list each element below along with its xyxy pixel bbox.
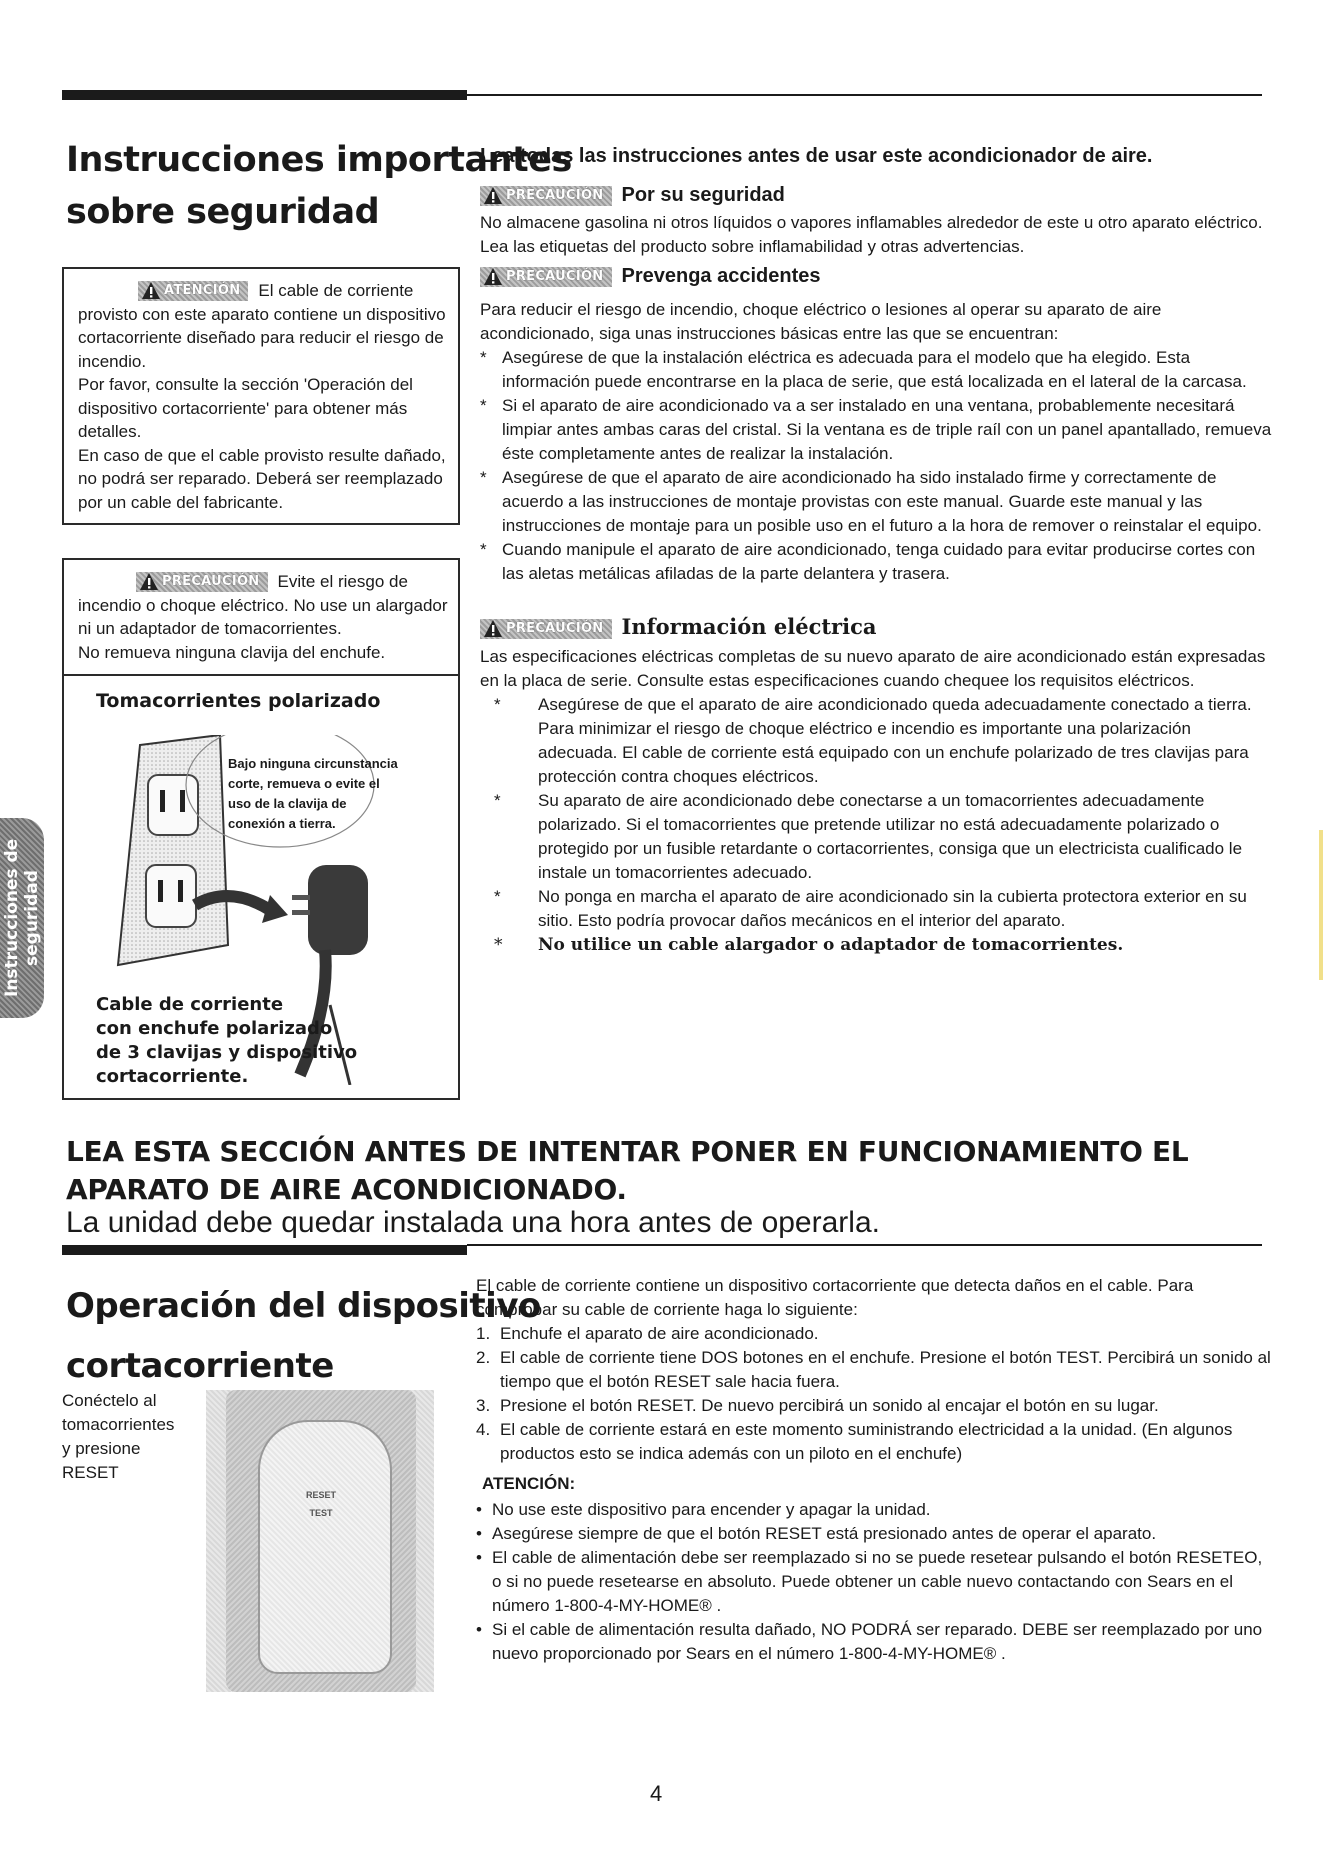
warning-subtitle: La unidad debe quedar instalada una hora antes de operarla.	[66, 1206, 880, 1239]
heading-prevenga: Prevenga accidentes	[621, 265, 821, 287]
heading-electrica: Información eléctrica	[621, 614, 877, 639]
cable-caption	[96, 993, 357, 1089]
step-text: El cable de corriente tiene DOS botones en el enchufe. Presione el botón TEST. Percibirá un sonido al tiempo que el botón RESET sale hacia fuera.	[500, 1348, 1271, 1391]
list-bullet: •	[476, 1548, 482, 1567]
atencion-heading: ATENCIÓN:	[482, 1474, 576, 1493]
list-item	[480, 693, 1272, 789]
warning-bubble: Bajo ninguna circunstancia corte, remueva o evite el uso de la clavija de conexión a tierra.	[228, 756, 398, 831]
title-line-1: Instrucciones importantes	[66, 140, 572, 180]
mid-rule-thin	[467, 1244, 1262, 1246]
list-item-text: Si el aparato de aire acondicionado va a ser instalado en una ventana, probablemente necesitará limpiar antes ambas caras del cristal. Si la ventana es de triple raíl con un panel apantallado, remueva éste completamente antes de realizar la instalación.	[502, 396, 1272, 463]
electrica-badge-label: PRECAUCIÓN	[506, 621, 604, 636]
cortacorriente-intro: El cable de corriente contiene un dispositivo cortacorriente que detecta daños en el cable. Para comprobar su cable de corriente haga lo siguiente:	[476, 1276, 1194, 1319]
list-item	[480, 933, 1272, 957]
photo-caption-line-2: tomacorrientes	[62, 1415, 175, 1434]
step-text: Presione el botón RESET. De nuevo percibirá un sonido al encajar el botón en su lugar.	[500, 1396, 1159, 1415]
list-item	[476, 1322, 1272, 1346]
steps-list	[476, 1322, 1272, 1466]
list-item-text: Cuando manipule el aparato de aire acondicionado, tenga cuidado para evitar producirse cortes con las aletas metálicas afiladas de la parte delantera y trasera.	[502, 540, 1256, 583]
list-item	[480, 466, 1272, 538]
top-rule-thin	[467, 94, 1262, 96]
section2-title-line-2: cortacorriente	[66, 1346, 334, 1386]
list-item	[476, 1418, 1272, 1466]
list-item	[476, 1498, 1272, 1522]
list-item-text: No utilice un cable alargador o adaptador de tomacorrientes.	[538, 935, 1124, 955]
warning-line-2: APARATO DE AIRE ACONDICIONADO.	[66, 1173, 627, 1206]
side-tab-label: Instrucciones de seguridad	[2, 838, 42, 998]
step-number: 2.	[476, 1348, 491, 1367]
prevenga-badge	[480, 267, 612, 287]
seguridad-text: No almacene gasolina ni otros líquidos o vapores inflamables alrededor de este u otro aparato eléctrico. Lea las etiquetas del producto sobre inflamabilidad y otras advertencias.	[480, 213, 1263, 256]
top-rule-thick	[62, 90, 467, 100]
right-edge-mark	[1319, 830, 1323, 980]
cable-caption-line-2: con enchufe polarizado	[96, 1018, 333, 1039]
note-text: No use este dispositivo para encender y apagar la unidad.	[492, 1500, 931, 1519]
right-column	[480, 142, 1272, 957]
operation-warning	[66, 1133, 1286, 1209]
figure-title: Tomacorrientes polarizado	[96, 690, 381, 712]
prevenga-list	[480, 346, 1272, 586]
list-bullet: *	[494, 695, 501, 714]
lead-text: Lea todas las instrucciones antes de usar este acondicionador de aire.	[480, 145, 1153, 167]
step-text: El cable de corriente estará en este momento suministrando electricidad a la unidad. (En algunos productos esto se indica además con un piloto en el enchufe)	[500, 1420, 1233, 1463]
seguridad-badge-label: PRECAUCIÓN	[506, 188, 604, 203]
step-number: 1.	[476, 1324, 491, 1343]
seguridad-badge	[480, 186, 612, 206]
precaucion-badge-label: PRECAUCIÓN	[162, 574, 260, 589]
list-bullet: *	[494, 791, 501, 810]
prevenga-badge-label: PRECAUCIÓN	[506, 269, 604, 284]
list-item	[480, 346, 1272, 394]
heading-seguridad: Por su seguridad	[621, 184, 785, 206]
page-number: 4	[650, 1781, 663, 1806]
warning-line-1: LEA ESTA SECCIÓN ANTES DE INTENTAR PONER EN FUNCIONAMIENTO EL	[66, 1135, 1189, 1168]
step-number: 3.	[476, 1396, 491, 1415]
list-bullet: *	[480, 468, 487, 487]
atencion-badge	[138, 281, 248, 301]
list-item-text: Asegúrese de que la instalación eléctrica es adecuada para el modelo que ha elegido. Esta información puede encontrarse en la placa de serie, que está localizada en el lateral de la carcasa.	[502, 348, 1247, 391]
list-bullet: *	[480, 540, 487, 559]
atencion-text: El cable de corriente provisto con este aparato contiene un dispositivo cortacorriente diseñado para reducir el riesgo de incendio.	[78, 281, 446, 371]
list-bullet: *	[494, 935, 503, 955]
list-item	[476, 1522, 1272, 1546]
mid-rule-thick	[62, 1245, 467, 1255]
list-bullet: •	[476, 1500, 482, 1519]
notes-list	[476, 1498, 1272, 1666]
cable-caption-line-1: Cable de corriente	[96, 994, 284, 1015]
photo-caption-line-3: y presione	[62, 1439, 141, 1458]
list-bullet: *	[494, 887, 501, 906]
note-text: El cable de alimentación debe ser reemplazado si no se puede resetear pulsando el botón RESETEO, o si no puede resetearse en absoluto. Puede obtener un cable nuevo contactando con Sears en el número 1-800-4-MY-HOME® .	[492, 1548, 1263, 1615]
precaucion-text: Evite el riesgo de incendio o choque eléctrico. No use un alargador ni un adaptador de tomacorrientes.	[78, 572, 448, 638]
warning-triangle-icon	[483, 267, 503, 287]
plug-photo	[206, 1390, 434, 1692]
atencion-text-2: Por favor, consulte la sección 'Operación del dispositivo cortacorriente' para obtener más detalles.	[78, 375, 413, 441]
test-button-label: TEST	[309, 1508, 333, 1518]
note-text: Si el cable de alimentación resulta dañado, NO PODRÁ ser reparado. DEBE ser reemplazado por uno nuevo proporcionado por Sears en el número 1-800-4-MY-HOME® .	[492, 1620, 1263, 1663]
list-item-text: Asegúrese de que el aparato de aire acondicionado ha sido instalado firme y correctamente de acuerdo a las instrucciones de montaje provistas con este manual. Guarde este manual y las instrucciones de montaje para un posible uso en el futuro a la hora de remover o reinstalar el equipo.	[502, 468, 1262, 535]
title-line-2: sobre seguridad	[66, 192, 380, 232]
cortacorriente-text	[476, 1274, 1272, 1666]
list-item	[480, 885, 1272, 933]
list-item-text: Su aparato de aire acondicionado debe conectarse a un tomacorrientes adecuadamente polarizado. Si el tomacorrientes que pretende utilizar no está adecuadamente polarizado o protegido por un fusible retardante o cortacorrientes, consiga que un electricista cualificado le instale un tomacorrientes adecuado.	[538, 791, 1243, 882]
atencion-text-3: En caso de que el cable provisto resulte dañado, no podrá ser reparado. Deberá ser reemplazado por un cable del fabricante.	[78, 445, 446, 512]
section2-title-line-1: Operación del dispositivo	[66, 1286, 541, 1326]
precaucion-text-2: No remueva ninguna clavija del enchufe.	[78, 642, 386, 662]
electrica-list	[480, 693, 1272, 957]
precaucion-badge	[136, 572, 268, 592]
warning-triangle-icon	[141, 281, 161, 301]
list-item	[480, 538, 1272, 586]
list-item-text: Asegúrese de que el aparato de aire acondicionado queda adecuadamente conectado a tierra. Para minimizar el riesgo de choque eléctrico e incendio es importante una polarización adecuada. El cable de corriente está equipado con un enchufe polarizado de tres clavijas para protección contra choques eléctricos.	[538, 695, 1252, 786]
step-text: Enchufe el aparato de aire acondicionado.	[500, 1324, 819, 1343]
atencion-box	[62, 267, 460, 525]
photo-caption-line-1: Conéctelo al	[62, 1391, 157, 1410]
list-item	[476, 1618, 1272, 1666]
step-number: 4.	[476, 1420, 491, 1439]
list-bullet: •	[476, 1620, 482, 1639]
list-item	[476, 1346, 1272, 1394]
photo-caption	[62, 1389, 174, 1485]
list-item	[476, 1394, 1272, 1418]
list-bullet: *	[480, 348, 487, 367]
list-item	[480, 394, 1272, 466]
prevenga-text: Para reducir el riesgo de incendio, choque eléctrico o lesiones al operar su aparato de aire acondicionado, siga unas instrucciones básicas entre las que se encuentran:	[480, 300, 1162, 343]
warning-triangle-icon	[483, 619, 503, 639]
cable-caption-line-3: de 3 clavijas y dispositivo	[96, 1042, 358, 1063]
list-item-text: No ponga en marcha el aparato de aire acondicionado sin la cubierta protectora exterior en su sitio. Esto podría provocar daños mecánicos en el interior del aparato.	[538, 887, 1247, 930]
precaucion-divider	[64, 674, 460, 676]
cable-caption-line-4: cortacorriente.	[96, 1066, 249, 1087]
list-item	[476, 1546, 1272, 1618]
warning-triangle-icon	[483, 186, 503, 206]
list-bullet: •	[476, 1524, 482, 1543]
electrica-text: Las especificaciones eléctricas completas de su nuevo aparato de aire acondicionado están expresadas en la placa de serie. Consulte estas especificaciones cuando chequee los requisitos eléctricos.	[480, 647, 1266, 690]
note-text: Asegúrese siempre de que el botón RESET está presionado antes de operar el aparato.	[492, 1524, 1157, 1543]
atencion-badge-label: ATENCIÓN	[164, 283, 241, 298]
list-item	[480, 789, 1272, 885]
electrica-badge	[480, 619, 612, 639]
warning-triangle-icon	[139, 572, 159, 592]
section-title-cortacorriente	[66, 1276, 541, 1396]
list-bullet: *	[480, 396, 487, 415]
reset-button-label: RESET	[305, 1490, 336, 1500]
photo-caption-line-4: RESET	[62, 1463, 119, 1482]
